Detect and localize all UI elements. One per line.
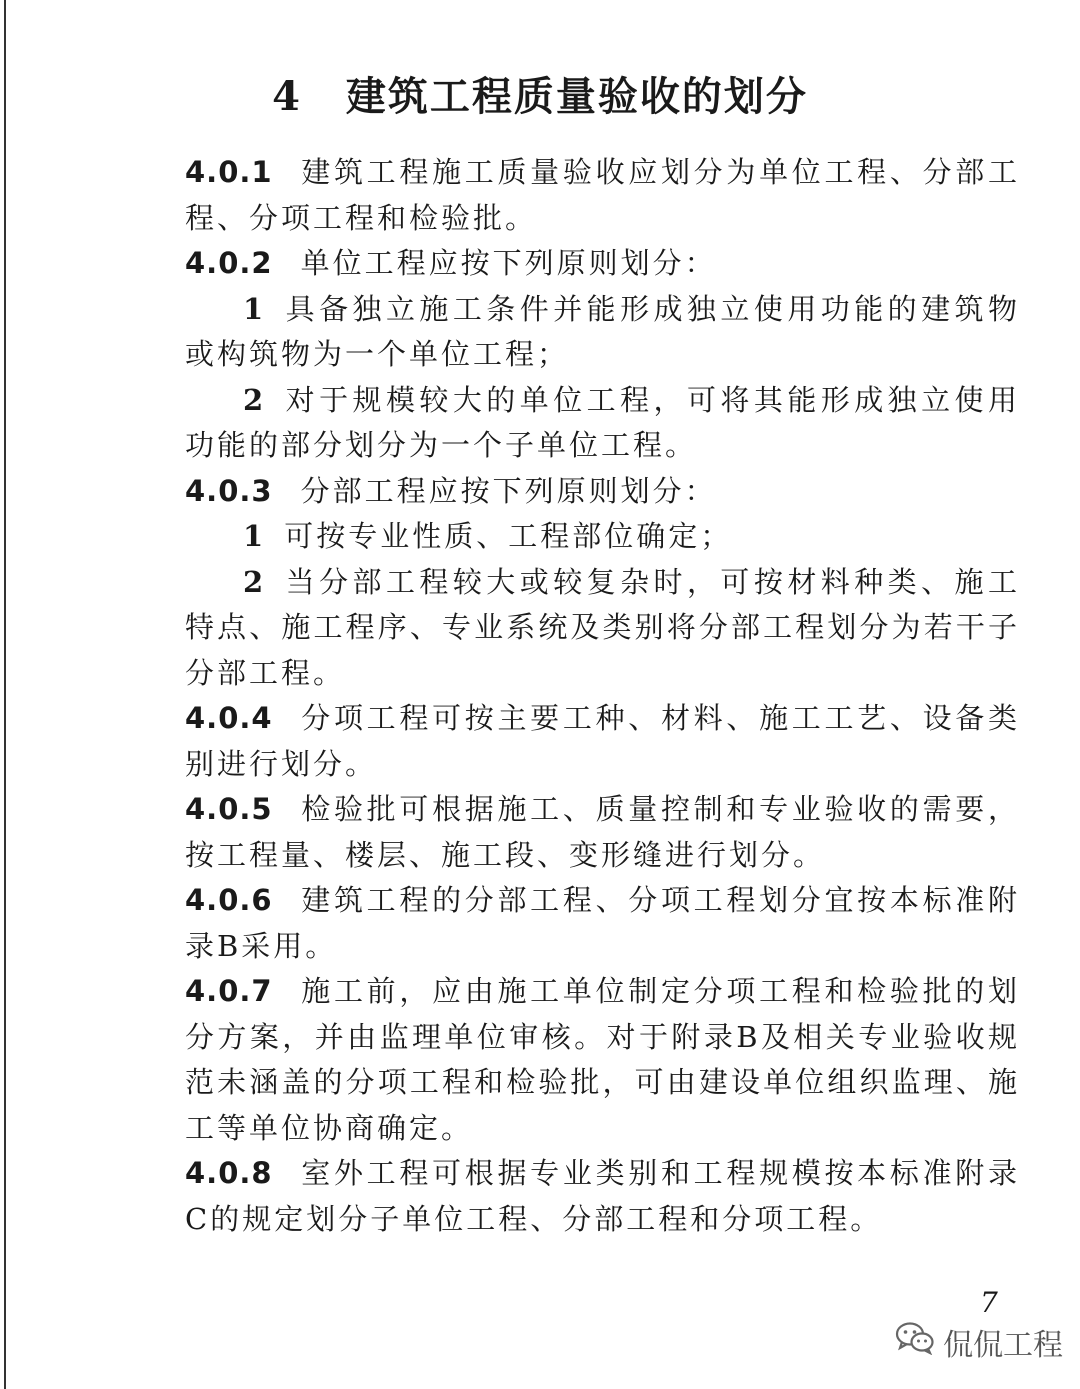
item-number: 2 <box>243 382 267 417</box>
clause-text: 室外工程可根据专业类别和工程规模按本标准附录C的规定划分子单位工程、分部工程和分项工程。 <box>185 1156 1020 1236</box>
clause-number: 4.0.6 <box>185 883 273 917</box>
clause-4-0-2-item-1 <box>185 287 1020 378</box>
watermark-text: 侃侃工程 <box>943 1328 1063 1363</box>
clause-number: 4.0.4 <box>185 701 273 735</box>
item-number: 2 <box>243 564 267 599</box>
clause-4-0-8 <box>185 1151 1020 1242</box>
clause-text: 施工前，应由施工单位制定分项工程和检验批的划分方案，并由监理单位审核。对于附录B及相关专业验收规范未涵盖的分项工程和检验批，可由建设单位组织监理、施工等单位协商确定。 <box>185 974 1020 1145</box>
page-left-border <box>4 0 6 1389</box>
clause-4-0-2-item-2 <box>185 378 1020 469</box>
clause-4-0-2 <box>185 241 1020 287</box>
chapter-title-text: 建筑工程质量验收的划分 <box>345 72 808 120</box>
clause-text: 分部工程应按下列原则划分： <box>300 473 717 508</box>
item-text: 对于规模较大的单位工程，可将其能形成独立使用功能的部分划分为一个子单位工程。 <box>185 382 1020 462</box>
clause-number: 4.0.5 <box>185 792 273 826</box>
clause-number: 4.0.8 <box>185 1156 273 1190</box>
clause-4-0-4 <box>185 696 1020 787</box>
clause-text: 单位工程应按下列原则划分： <box>300 246 717 280</box>
watermark <box>895 1320 1063 1364</box>
clause-number: 4.0.3 <box>185 473 273 508</box>
clause-number: 4.0.2 <box>185 246 273 280</box>
wechat-icon <box>895 1321 935 1363</box>
item-text: 当分部工程较大或较复杂时，可按材料种类、施工特点、施工程序、专业系统及类别将分部工程划分为若干子分部工程。 <box>185 564 1020 690</box>
clause-text: 分项工程可按主要工种、材料、施工工艺、设备类别进行划分。 <box>185 701 1020 781</box>
clause-4-0-3-item-1 <box>185 514 1020 560</box>
clause-number: 4.0.1 <box>185 155 273 189</box>
document-body <box>185 150 1020 1242</box>
item-text: 具备独立施工条件并能形成独立使用功能的建筑物或构筑物为一个单位工程； <box>185 291 1020 371</box>
clause-text: 建筑工程的分部工程、分项工程划分宜按本标准附录B采用。 <box>185 883 1020 963</box>
clause-4-0-6 <box>185 878 1020 969</box>
clause-4-0-7 <box>185 969 1020 1151</box>
page-number: 7 <box>980 1286 998 1319</box>
chapter-title <box>0 65 1080 122</box>
clause-4-0-5 <box>185 787 1020 878</box>
clause-number: 4.0.7 <box>185 974 273 1008</box>
clause-4-0-3-item-2 <box>185 560 1020 697</box>
clause-4-0-1 <box>185 150 1020 241</box>
clause-text: 检验批可根据施工、质量控制和专业验收的需要，按工程量、楼层、施工段、变形缝进行划分。 <box>185 792 1020 872</box>
item-number: 1 <box>243 291 267 326</box>
clause-4-0-3 <box>185 469 1020 515</box>
item-text: 可按专业性质、工程部位确定； <box>284 519 733 553</box>
chapter-number: 4 <box>272 72 302 120</box>
clause-text: 建筑工程施工质量验收应划分为单位工程、分部工程、分项工程和检验批。 <box>185 155 1020 235</box>
item-number: 1 <box>243 519 267 553</box>
